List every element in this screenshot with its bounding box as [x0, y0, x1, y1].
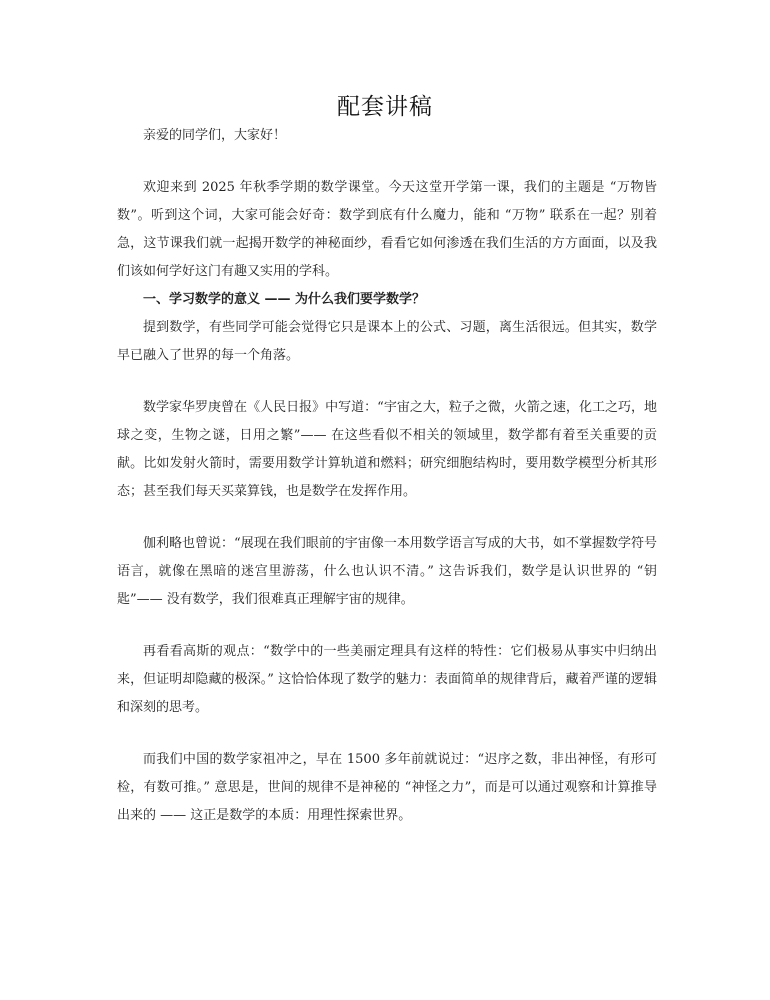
paragraph-spacer: [117, 370, 657, 394]
intro-paragraph: 欢迎来到 2025 年秋季学期的数学课堂。今天这堂开学第一课，我们的主题是 “万物皆数”。听到这个词，大家可能会好奇：数学到底有什么魔力，能和 “万物” 联系在一起？别着急，这节课我们就一起揭开数学的神秘面纱，看看它如何渗透在我们生活的方方面面，以及我们该如何学好这门有趣又实用的学科。: [117, 180, 657, 279]
paragraph-spacer: [117, 150, 657, 174]
section-paragraph: 提到数学，有些同学可能会觉得它只是课本上的公式、习题，离生活很远。但其实，数学早已融入了世界的每一个角落。: [117, 320, 657, 363]
paragraph-spacer: [117, 506, 657, 530]
section-paragraph: 伽利略也曾说：“展现在我们眼前的宇宙像一本用数学语言写成的大书，如不掌握数学符号语言，就像在黑暗的迷宫里游荡，什么也认识不清。” 这告诉我们，数学是认识世界的 “钥匙”—— 没有数学，我们很难真正理解宇宙的规律。: [117, 536, 657, 607]
document-title: 配套讲稿: [337, 94, 433, 120]
greeting: 亲爱的同学们，大家好！: [143, 128, 287, 143]
section-paragraph: 而我们中国的数学家祖冲之，早在 1500 多年前就说过：“迟序之数，非出神怪，有形可检，有数可推。” 意思是，世间的规律不是神秘的 “神怪之力”，而是可以通过观察和计算推导出来的 —— 这正是数学的本质：用理性探索世界。: [117, 752, 657, 823]
document-body: [117, 122, 657, 830]
paragraph-spacer: [117, 722, 657, 746]
section-paragraph: 再看看高斯的观点：“数学中的一些美丽定理具有这样的特性：它们极易从事实中归纳出来，但证明却隐藏的极深。” 这恰恰体现了数学的魅力：表面简单的规律背后，藏着严谨的逻辑和深刻的思考。: [117, 644, 657, 715]
section-paragraph: 数学家华罗庚曾在《人民日报》中写道：“宇宙之大，粒子之微，火箭之速，化工之巧，地球之变，生物之谜，日用之繁”—— 在这些看似不相关的领域里，数学都有着至关重要的贡献。比如发射火箭时，需要用数学计算轨道和燃料；研究细胞结构时，要用数学模型分析其形态；甚至我们每天买菜算钱，也是数学在发挥作用。: [117, 400, 657, 499]
paragraph-spacer: [117, 614, 657, 638]
section-heading: 一、学习数学的意义 —— 为什么我们要学数学？: [143, 292, 426, 307]
